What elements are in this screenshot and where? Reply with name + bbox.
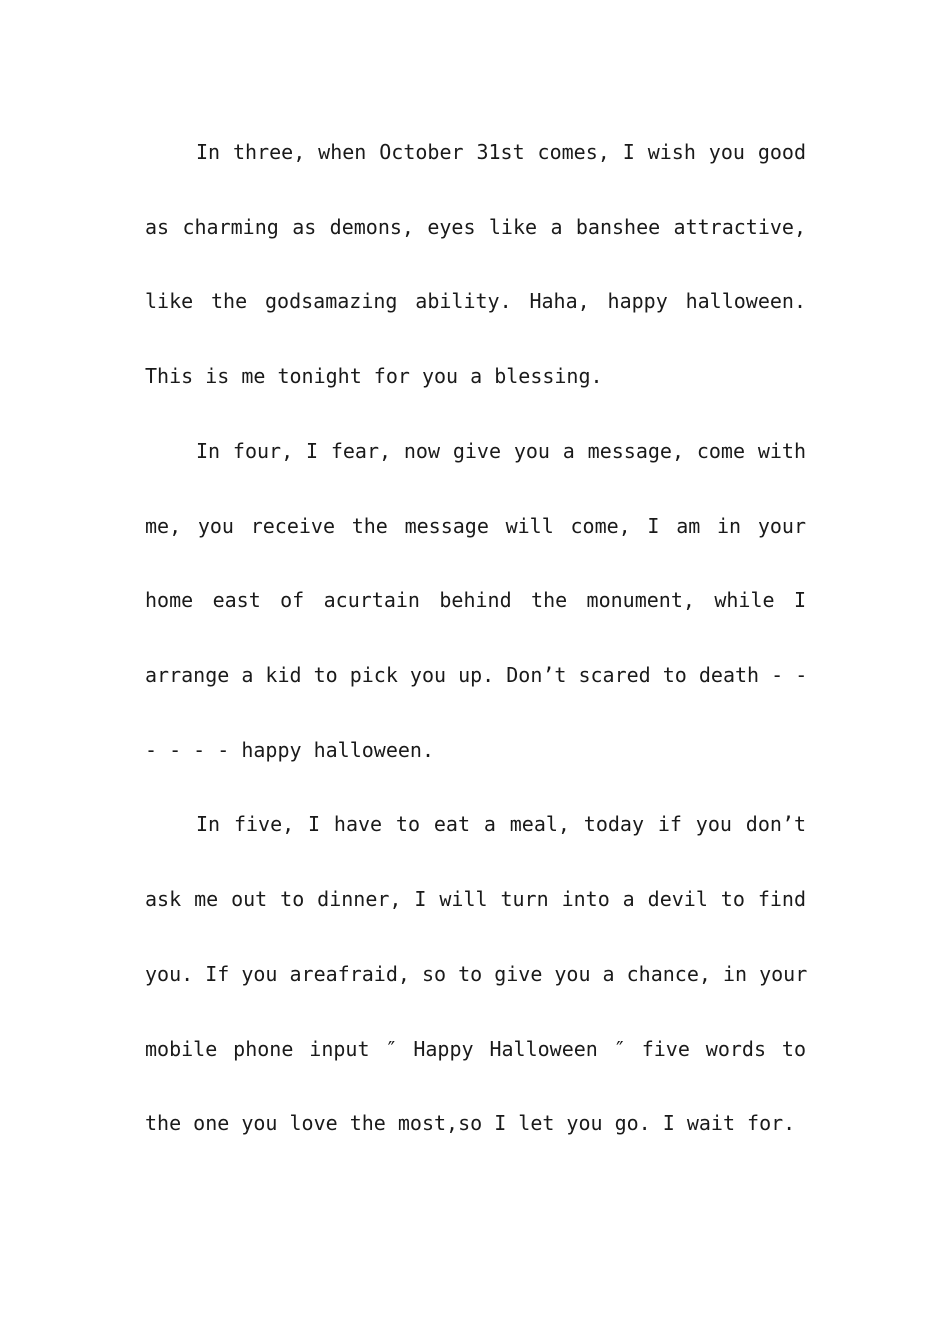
text-line: like the godsamazing ability. Haha, happy halloween.: [145, 289, 806, 313]
text-line: arrange a kid to pick you up. Don’t scared to death - -: [145, 663, 808, 687]
text-line: ask me out to dinner, I will turn into a devil to find: [145, 887, 806, 911]
text-line: the one you love the most,so I let you go. I wait for.: [145, 1111, 796, 1135]
text-line: home east of acurtain behind the monument, while I: [145, 588, 806, 612]
text-line: me, you receive the message will come, I am in your: [145, 514, 806, 538]
text-line: as charming as demons, eyes like a banshee attractive,: [145, 215, 806, 239]
text-line: In four, I fear, now give you a message, come with: [196, 439, 806, 463]
text-line: you. If you areafraid, so to give you a chance, in your: [145, 962, 808, 986]
text-line: This is me tonight for you a blessing.: [145, 364, 603, 388]
text-line: - - - - happy halloween.: [145, 738, 434, 762]
text-line: In five, I have to eat a meal, today if you don’t: [196, 812, 806, 836]
text-line: mobile phone input ″ Happy Halloween ″ five words to: [145, 1037, 806, 1061]
text-line: In three, when October 31st comes, I wish you good: [196, 140, 806, 164]
